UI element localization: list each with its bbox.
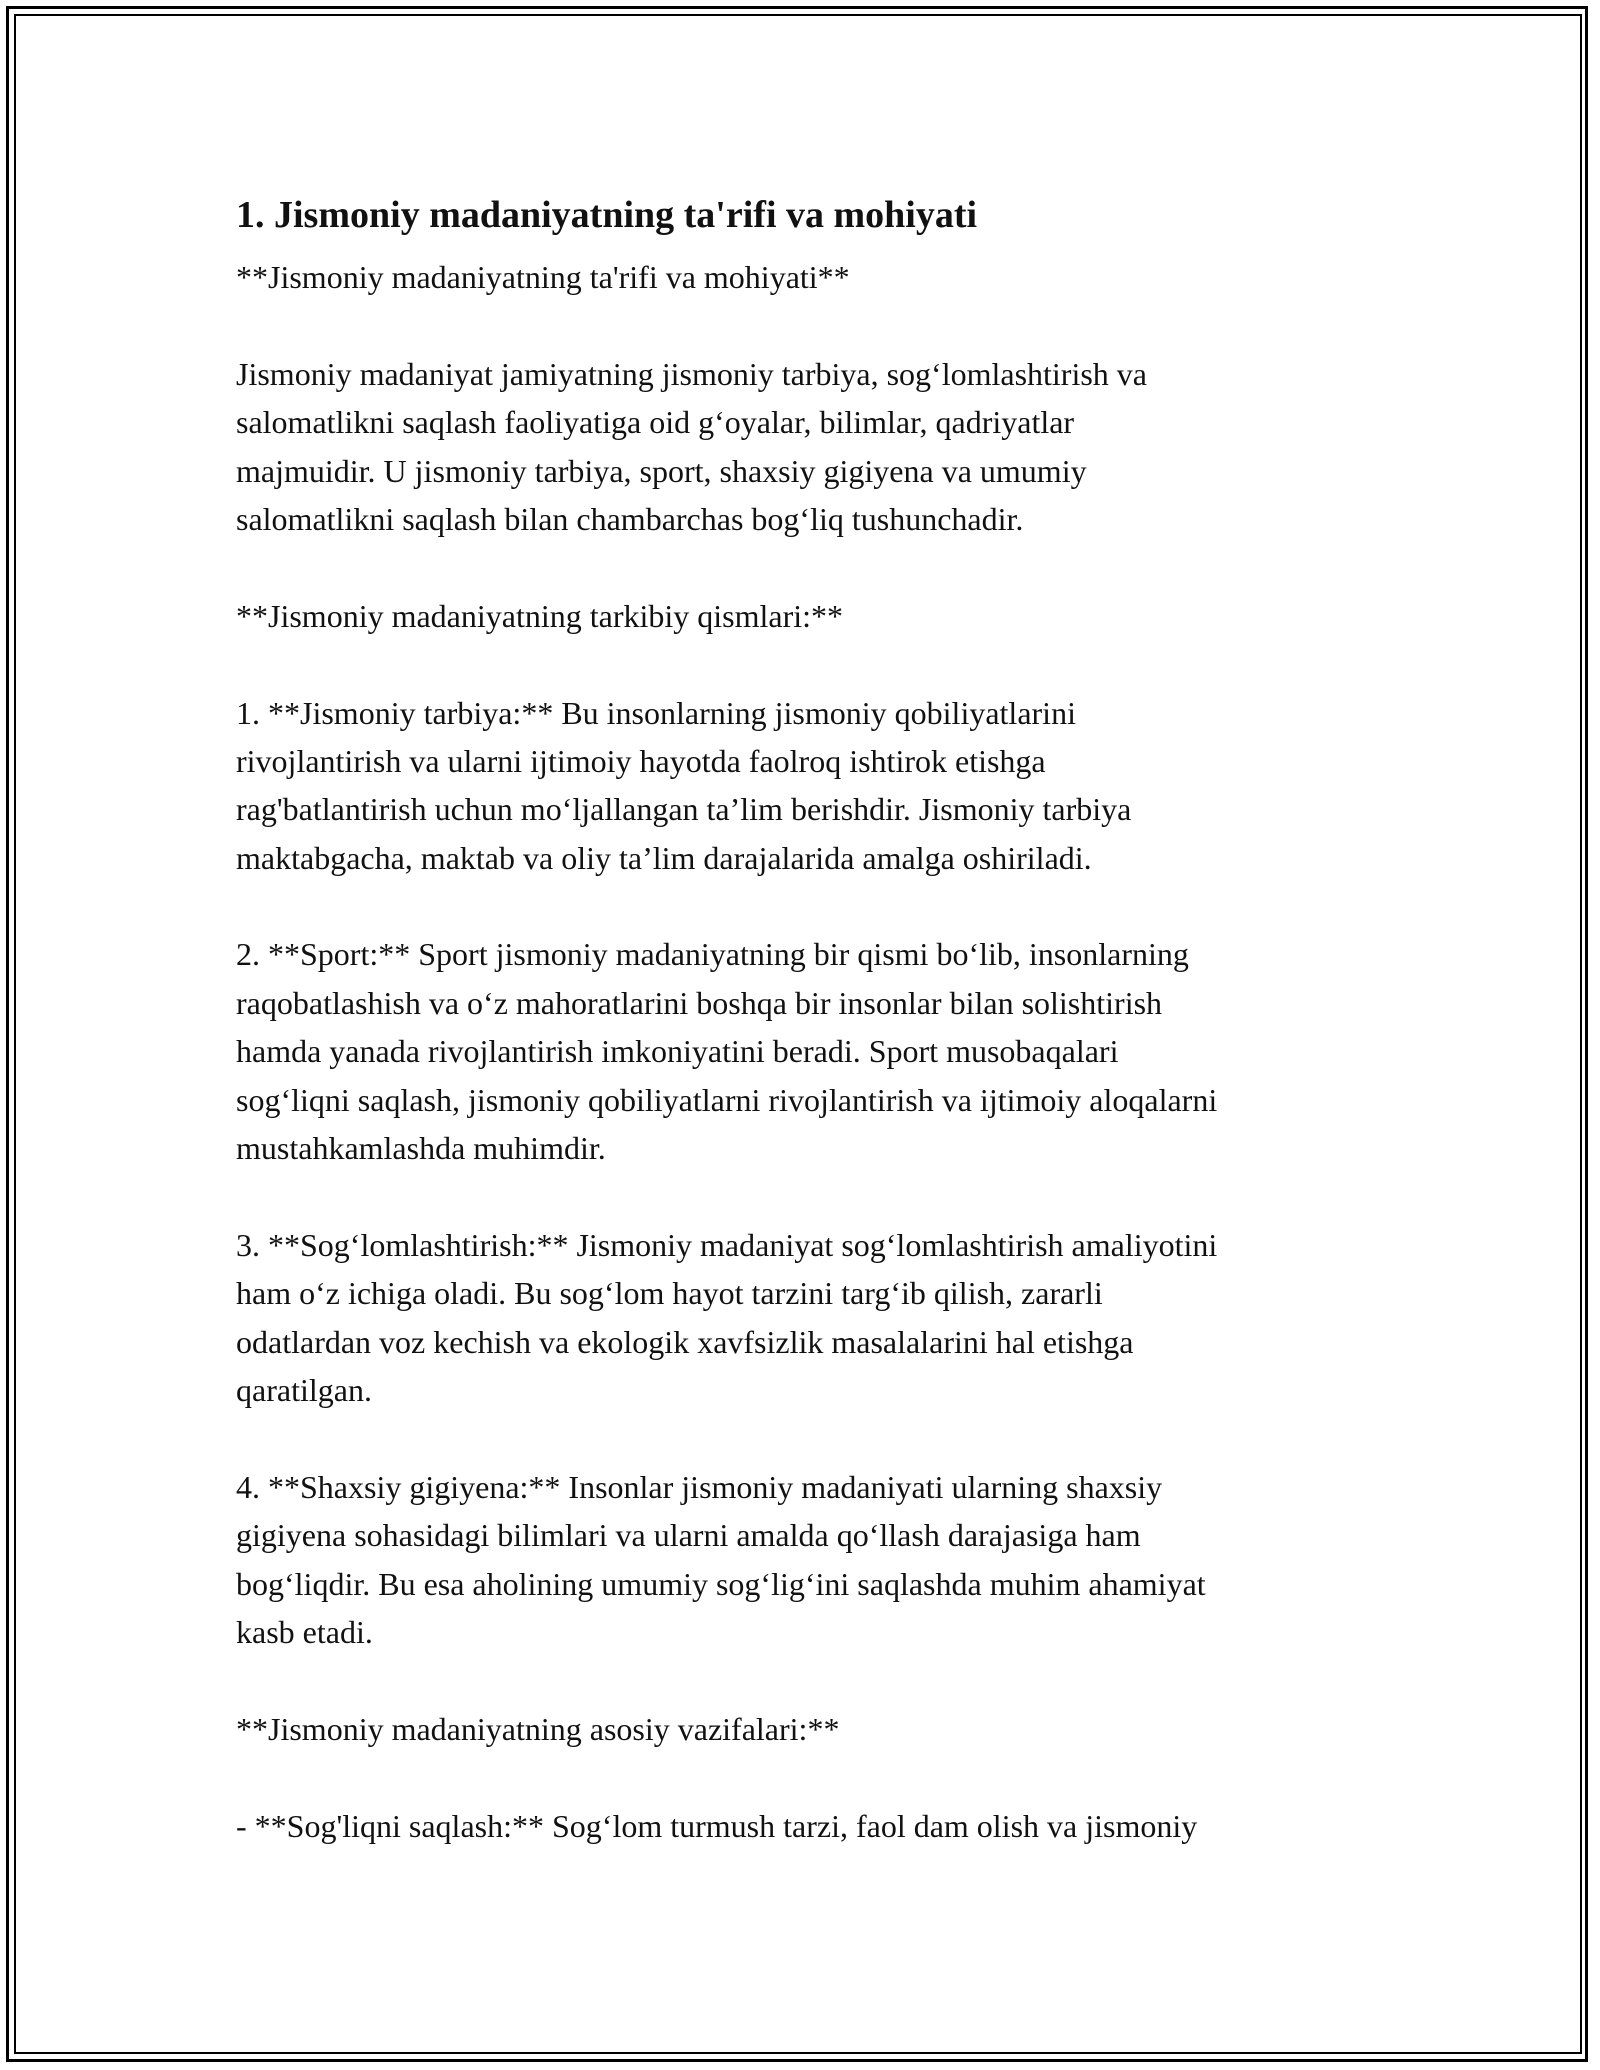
paragraph-gap (236, 543, 1386, 591)
paragraph-gap (236, 1656, 1386, 1704)
text-line: raqobatlashish va o‘z mahoratlarini boshqa bir insonlar bilan solishtirish (236, 984, 1163, 1021)
text-line: 1. **Jismoniy tarbiya:** Bu insonlarning jismoniy qobiliyatlarini (236, 694, 1076, 731)
text-line: 3. **Sog‘lomlashtirish:** Jismoniy madaniyat sog‘lomlashtirish amaliyotini (236, 1226, 1218, 1263)
text-line: rivojlantirish va ularni ijtimoiy hayotda faolroq ishtirok etishga (236, 742, 1046, 779)
text-line: rag'batlantirish uchun mo‘ljallangan ta’lim berishdir. Jismoniy tarbiya (236, 791, 1132, 828)
document-body (236, 185, 1386, 1850)
text-line: **Jismoniy madaniyatning ta'rifi va mohiyati** (236, 259, 850, 295)
text-line: Jismoniy madaniyat jamiyatning jismoniy tarbiya, sog‘lomlashtirish va (236, 355, 1147, 392)
text-line: gigiyena sohasidagi bilimlari va ularni amalda qo‘llash darajasiga ham (236, 1517, 1141, 1554)
paragraph-gap (236, 301, 1386, 349)
text-line: mustahkamlashda muhimdir. (236, 1130, 606, 1167)
text-line: bog‘liqdir. Bu esa aholining umumiy sog‘lig‘ini saqlashda muhim ahamiyat (236, 1565, 1206, 1602)
paragraph-gap (236, 1414, 1386, 1462)
paragraph-gap (236, 1172, 1386, 1220)
text-line: - **Sog'liqni saqlash:** Sog‘lom turmush tarzi, faol dam olish va jismoniy (236, 1807, 1198, 1844)
text-line: **Jismoniy madaniyatning tarkibiy qismlari:** (236, 597, 844, 634)
text-line: sog‘liqni saqlash, jismoniy qobiliyatlarni rivojlantirish va ijtimoiy aloqalarni (236, 1081, 1218, 1118)
document-text (236, 253, 1386, 1850)
text-line: 2. **Sport:** Sport jismoniy madaniyatning bir qismi bo‘lib, insonlarning (236, 936, 1189, 973)
text-line: salomatlikni saqlash bilan chambarchas bog‘liq tushunchadir. (236, 500, 1024, 537)
text-line: hamda yanada rivojlantirish imkoniyatini beradi. Sport musobaqalari (236, 1033, 1119, 1070)
text-line: salomatlikni saqlash faoliyatiga oid g‘oyalar, bilimlar, qadriyatlar (236, 404, 1075, 441)
paragraph-gap (236, 882, 1386, 930)
text-line: 4. **Shaxsiy gigiyena:** Insonlar jismoniy madaniyati ularning shaxsiy (236, 1468, 1163, 1505)
paragraph-gap (236, 640, 1386, 688)
text-line: ham o‘z ichiga oladi. Bu sog‘lom hayot tarzini targ‘ib qilish, zararli (236, 1275, 1103, 1312)
text-line: **Jismoniy madaniyatning asosiy vazifalari:** (236, 1710, 840, 1747)
text-line: kasb etadi. (236, 1613, 373, 1650)
document-heading: 1. Jismoniy madaniyatning ta'rifi va mohiyati (236, 194, 978, 236)
text-line: qaratilgan. (236, 1371, 372, 1408)
paragraph-gap (236, 1753, 1386, 1801)
text-line: majmuidir. U jismoniy tarbiya, sport, shaxsiy gigiyena va umumiy (236, 452, 1087, 489)
text-line: maktabgacha, maktab va oliy ta’lim darajalarida amalga oshiriladi. (236, 839, 1092, 876)
text-line: odatlardan voz kechish va ekologik xavfsizlik masalalarini hal etishga (236, 1323, 1134, 1360)
